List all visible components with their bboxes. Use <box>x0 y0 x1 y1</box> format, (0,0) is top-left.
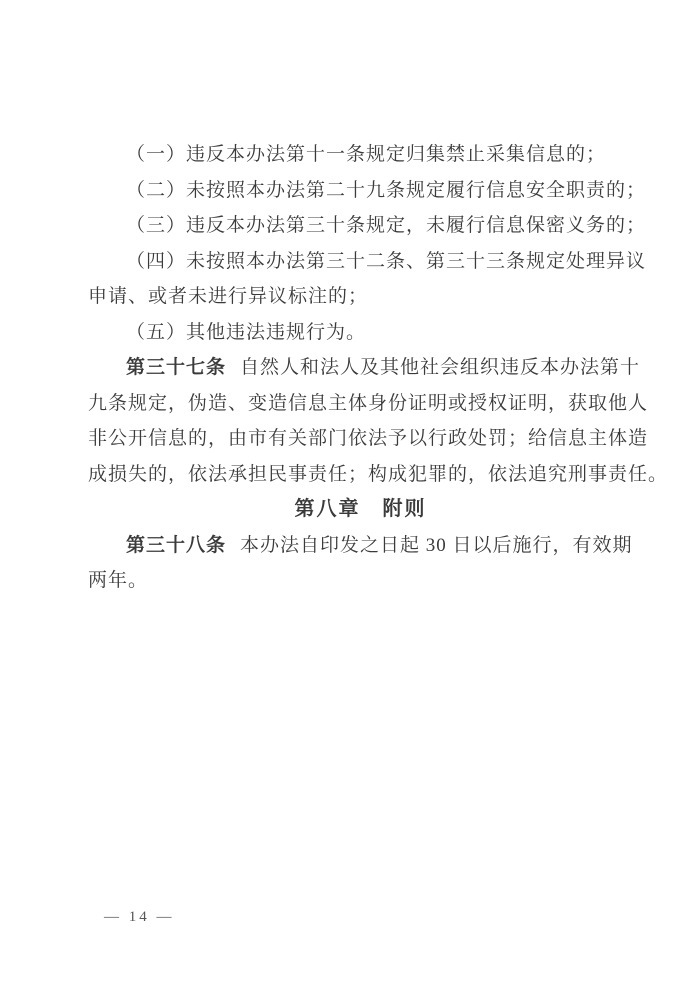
article-text: 成损失的，依法承担民事责任；构成犯罪的，依法追究刑事责任。 <box>88 463 669 485</box>
article-37-paragraph <box>88 350 641 386</box>
chapter-heading-text: 第八章 附则 <box>294 498 427 520</box>
document-body <box>88 137 669 599</box>
clause-item-2 <box>88 173 647 209</box>
article-text: 非公开信息的，由市有关部门依法予以行政处罚；给信息主体造 <box>88 428 649 449</box>
clause-text: （三）违反本办法第三十条规定，未履行信息保密义务的； <box>126 215 647 236</box>
article-37-continuation-2 <box>88 421 649 457</box>
clause-item-5 <box>88 315 633 351</box>
article-37-continuation-1 <box>88 386 649 422</box>
article-38-paragraph <box>88 528 633 564</box>
page-number: — 14 — <box>104 909 175 925</box>
clause-item-4 <box>88 244 647 280</box>
clause-item-1 <box>88 137 633 173</box>
clause-text: （四）未按照本办法第三十二条、第三十三条规定处理异议 <box>126 250 647 272</box>
article-38-text: 本办法自印发之日起 30 日以后施行，有效期 <box>240 534 633 556</box>
clause-text: （一）违反本办法第十一条规定归集禁止采集信息的； <box>126 144 607 165</box>
clause-item-4-continuation <box>88 279 633 315</box>
article-37-continuation-3 <box>88 457 669 493</box>
article-text: 九条规定，伪造、变造信息主体身份证明或授权证明，获取他人 <box>88 392 649 414</box>
article-37-number: 第三十七条 <box>126 357 227 378</box>
article-38-number: 第三十八条 <box>126 534 227 556</box>
article-38-continuation <box>88 563 633 599</box>
article-37-text: 自然人和法人及其他社会组织违反本办法第十 <box>240 357 641 378</box>
clause-item-3 <box>88 208 647 244</box>
chapter-8-heading <box>88 492 633 528</box>
clause-text: （二）未按照本办法第二十九条规定履行信息安全职责的； <box>126 179 647 201</box>
article-text: 两年。 <box>88 570 149 591</box>
clause-text: （五）其他违法违规行为。 <box>126 321 367 343</box>
clause-text: 申请、或者未进行异议标注的； <box>88 286 369 307</box>
